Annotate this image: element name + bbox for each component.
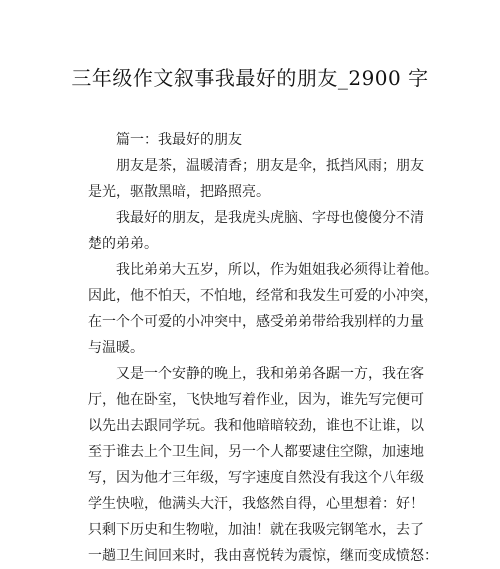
paragraph-line: 一趟卫生间回来时，我由喜悦转为震惊，继而变成愤怒：: [88, 548, 438, 564]
section-heading: 篇一：我最好的朋友: [116, 132, 242, 148]
paragraph-line: 朋友是茶，温暖清香；朋友是伞，抵挡风雨；朋友: [116, 158, 424, 174]
paragraph-line: 至于谁去上个卫生间，另一个人都要逮住空隙，加速地: [88, 444, 424, 460]
article-body: [88, 127, 438, 569]
paragraph-line: 厅，他在卧室，飞快地写着作业，因为，谁先写完便可: [88, 392, 424, 408]
paragraph-line: 我最好的朋友，是我虎头虎脑、字母也傻傻分不清: [116, 210, 424, 226]
document-title: 三年级作文叙事我最好的朋友_2900 字: [71, 66, 429, 90]
paragraph: [88, 153, 424, 205]
paragraph: [88, 361, 438, 569]
paragraph-line: 因此，他不怕天，不怕地，经常和我发生可爱的小冲突，: [88, 288, 438, 304]
paragraph-line: 学生快啦，他满头大汗，我悠然自得，心里想着：好！: [88, 496, 424, 512]
paragraph: [88, 257, 438, 361]
paragraph-line: 又是一个安静的晚上，我和弟弟各踞一方，我在客: [116, 366, 424, 382]
paragraph-line: 在一个个可爱的小冲突中，感受弟弟带给我别样的力量: [88, 314, 424, 330]
paragraph-line: 是光，驱散黑暗，把路照亮。: [88, 184, 270, 200]
paragraph-line: 以先出去跟同学玩。我和他暗暗较劲，谁也不让谁，以: [88, 418, 424, 434]
paragraph: [88, 205, 424, 257]
paragraph-line: 只剩下历史和生物啦，加油！就在我吸完钢笔水，去了: [88, 522, 424, 538]
paragraph-line: 与温暖。: [88, 340, 144, 356]
paragraph-line: 写，因为他才三年级，写字速度自然没有我这个八年级: [88, 470, 424, 486]
paragraph-line: 我比弟弟大五岁，所以，作为姐姐我必须得让着他。: [116, 262, 438, 278]
paragraph-line: 楚的弟弟。: [88, 236, 158, 252]
